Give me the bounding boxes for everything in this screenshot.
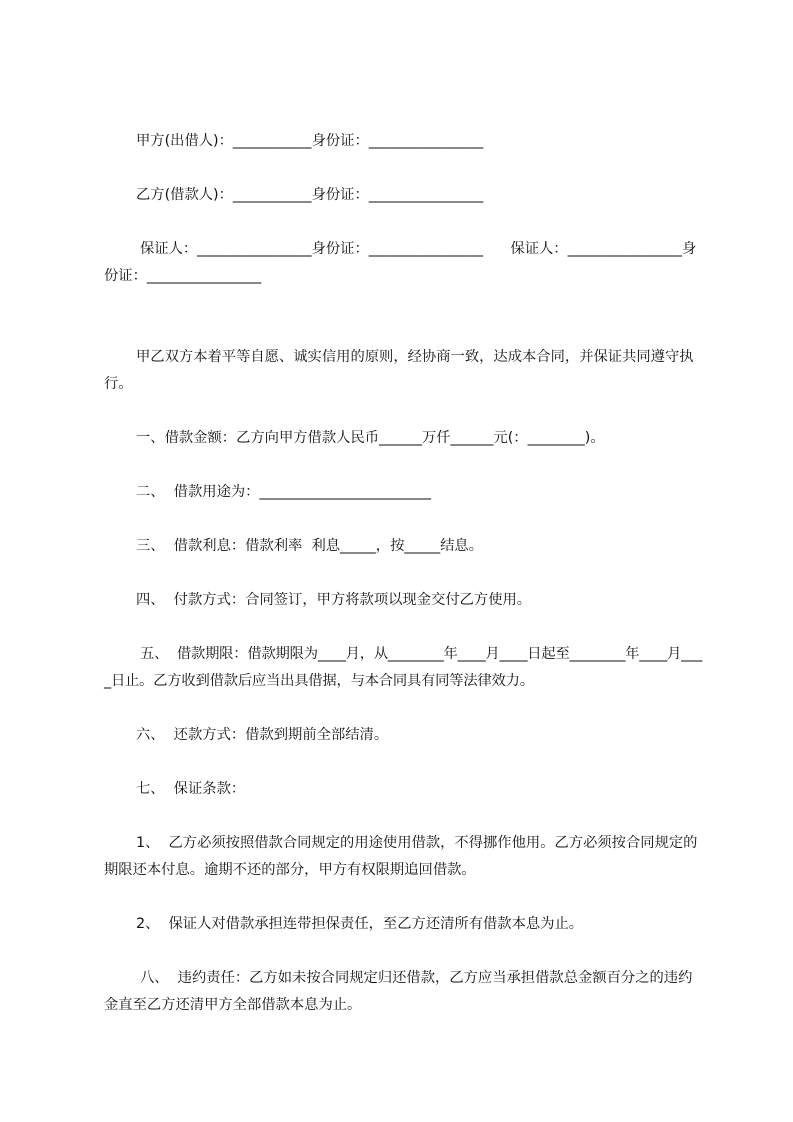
spacer: [104, 317, 704, 344]
clause-2-loan-purpose: 二、 借款用途为：________________________: [136, 484, 432, 500]
clause-7-item-2: 2、 保证人对借款承担连带担保责任，至乙方还清所有借款本息为止。: [136, 916, 584, 932]
clause-7-item-1: 1、 乙方必须按照借款合同规定的用途使用借款，不得挪作他用。乙方必须按合同规定的期限还本付息。逾期不还的部分，甲方有权限期追回借款。: [104, 835, 698, 878]
party-b-line: 乙方(借款人)：___________身份证：________________: [136, 187, 484, 203]
contract-body: [104, 128, 704, 1019]
guarantor-line: 保证人：________________身份证：________________ 保证人：________________身份证：________________: [104, 241, 697, 284]
clause-8-liability: 八、 违约责任：乙方如未按合同规定归还借款，乙方应当承担借款总金额百分之的违约金直至乙方还清甲方全部借款本息为止。: [104, 970, 693, 1013]
clause-5-loan-term: 五、 借款期限：借款期限为____月，从________年____月____日起至________年____月____日止。乙方收到借款后应当出具借据，与本合同具有同等法律效力。: [104, 646, 703, 689]
clause-4-payment-method: 四、 付款方式：合同签订，甲方将款项以现金交付乙方使用。: [136, 592, 532, 608]
clause-1-loan-amount: 一、借款金额：乙方向甲方借款人民币______万仟______元(：________)。: [136, 430, 605, 446]
clause-3-loan-interest: 三、 借款利息：借款利率 利息_____，按_____结息。: [136, 538, 484, 554]
party-a-line: 甲方(出借人)：___________身份证：________________: [136, 133, 484, 149]
clause-7-guarantee-terms: 七、 保证条款：: [136, 781, 246, 797]
clause-6-repayment-method: 六、 还款方式：借款到期前全部结清。: [136, 727, 389, 743]
preamble-paragraph: 甲乙双方本着平等自愿、诚实信用的原则，经协商一致，达成本合同，并保证共同遵守执行。: [104, 349, 694, 392]
